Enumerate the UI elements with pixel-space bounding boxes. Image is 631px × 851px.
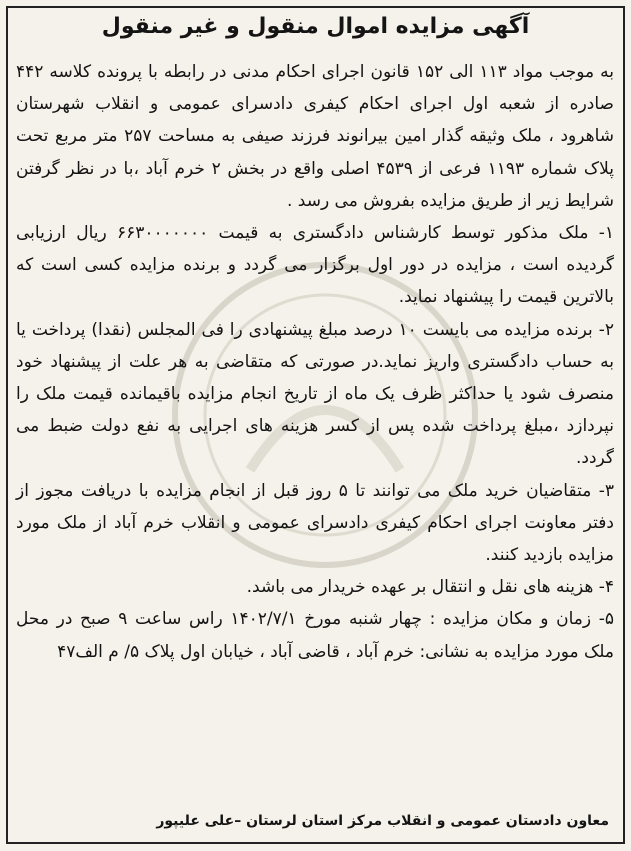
notice-item: ۱- ملک مذکور توسط کارشناس دادگستری به قیمت ۶۶۳۰۰۰۰۰۰۰ ریال ارزیابی گردیده است ، مزایده در دور اول برگزار می گردد و برنده مزایده کسی است که بالاترین قیمت را پیشنهاد نماید.	[16, 223, 614, 308]
notice-item: ۵- زمان و مکان مزایده : چهار شنبه مورخ ۱۴۰۲/۷/۱ راس ساعت ۹ صبح در محل ملک مورد مزایده به نشانی: خرم آباد ، قاضی آباد ، خیابان اول پلاک ۵/ م الف۴۷	[16, 609, 615, 662]
notice-item: ۴- هزینه های نقل و انتقال بر عهده خریدار می باشد.	[246, 577, 614, 598]
notice-intro: به موجب مواد ۱۱۳ الی ۱۵۲ قانون اجرای احکام مدنی در رابطه با پرونده کلاسه ۴۴۲ صادره از شعبه اول اجرای احکام کیفری دادسرای عمومی و انقلاب شهرستان شاهرود ، ملک وثیقه گذار امین بیرانوند فرزند صیفی به مساحت ۲۵۷ متر مربع تحت پلاک شماره ۱۱۹۳ فرعی از ۴۵۳۹ اصلی واقع در بخش ۲ خرم آباد ،با در نظر گرفتن شرایط زیر از طریق مزایده بفروش می رسد .	[16, 62, 614, 211]
notice-item: ۲- برنده مزایده می بایست ۱۰ درصد مبلغ پیشنهادی را فی المجلس (نقدا) پرداخت یا به حساب دادگستری واریز نماید.در صورتی که متقاضی به هر علت از پیشنهاد خود منصرف شود یا حداکثر ظرف یک ماه از تاریخ انجام مزایده باقیمانده قیمت ملک را نپردازد ،مبلغ پرداخت شده پس از کسر هزینه های اجرایی به نفع دولت ضبط می گردد.	[16, 319, 614, 469]
notice-body	[16, 56, 614, 668]
notice-signature: معاون دادستان عمومی و انقلاب مرکز استان لرستان –علی علیپور	[156, 813, 609, 829]
notice-item: ۳- متقاضیان خرید ملک می توانند تا ۵ روز قبل از انجام مزایده با دریافت مجوز از دفتر معاونت اجرای احکام کیفری دادسرای عمومی و انقلاب خرم آباد از ملک مورد مزایده بازدید کنند.	[16, 480, 615, 566]
notice-title: آگهی مزایده اموال منقول و غیر منقول	[101, 14, 530, 39]
